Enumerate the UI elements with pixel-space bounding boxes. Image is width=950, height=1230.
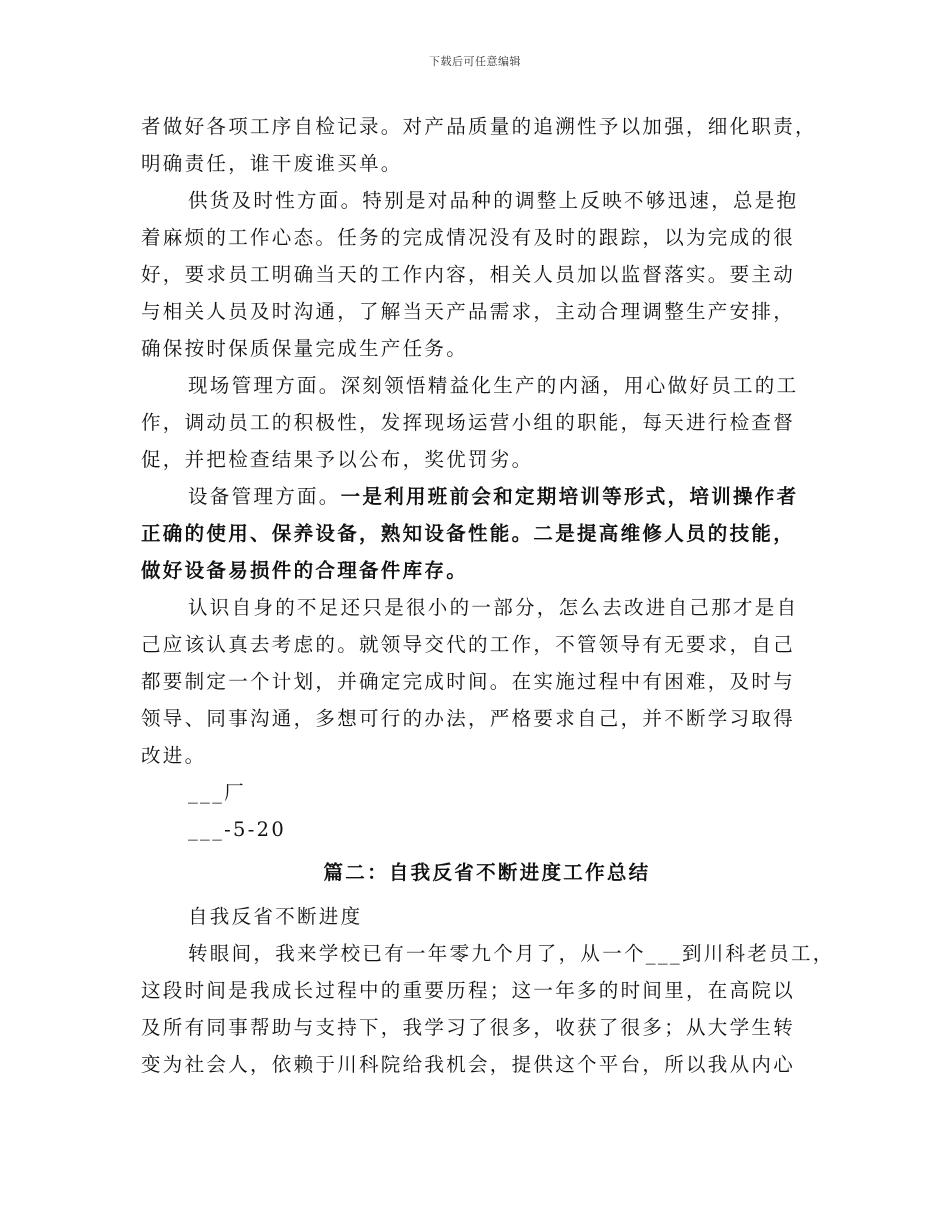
text-line: 促，并把检查结果予以公布，奖优罚劣。 <box>141 448 534 471</box>
text-line: 现场管理方面。深刻领悟精益化生产的内涵，用心做好员工的工 <box>188 374 799 397</box>
text-line: 转眼间，我来学校已有一年零九个月了，从一个___到川科老员工， <box>188 942 835 965</box>
text-line: 供货及时性方面。特别是对品种的调整上反映不够迅速，总是抱 <box>188 189 799 212</box>
text-line: 者做好各项工序自检记录。对产品质量的追溯性予以加强，细化职责， <box>141 115 817 138</box>
paragraph-supply <box>141 182 813 367</box>
text-line: 与相关人员及时沟通，了解当天产品需求，主动合理调整生产安排， <box>141 300 796 323</box>
text-line: 己应该认真去考虑的。就领导交代的工作，不管领导有无要求，自己 <box>141 633 796 656</box>
text-line: 确保按时保质保量完成生产任务。 <box>141 337 469 360</box>
page-header-note: 下载后可任意编辑 <box>429 55 521 68</box>
text-line: 改进。 <box>141 744 207 767</box>
equipment-lead: 设备管理方面。 <box>188 485 341 508</box>
paragraph-self-awareness <box>141 589 813 774</box>
text-line: 认识自身的不足还只是很小的一部分，怎么去改进自己那才是自 <box>188 596 799 619</box>
paragraph-site-management <box>141 367 813 478</box>
paragraph-intro <box>141 935 835 1083</box>
text-line: 作，调动员工的积极性，发挥现场运营小组的职能，每天进行检查督 <box>141 411 796 434</box>
section-subtitle: 自我反省不断进度 <box>188 905 363 928</box>
text-line <box>141 478 813 515</box>
section-title: 篇二：自我反省不断进度工作总结 <box>323 861 651 884</box>
text-line: 及所有同事帮助与支持下，我学习了很多，收获了很多；从大学生转 <box>141 1016 796 1039</box>
text-line: 好，要求员工明确当天的工作内容，相关人员加以监督落实。要主动 <box>141 263 796 286</box>
document-body <box>141 108 835 1083</box>
equipment-bold-text: 一是利用班前会和定期培训等形式，培训操作者 <box>340 485 799 508</box>
text-line: 正确的使用、保养设备，熟知设备性能。二是提高维修人员的技能， <box>141 522 796 545</box>
text-line: 都要制定一个计划，并确定完成时间。在实施过程中有困难，及时与 <box>141 670 796 693</box>
signature: ___厂 <box>188 781 246 804</box>
text-line: 领导、同事沟通，多想可行的办法，严格要求自己，并不断学习取得 <box>141 707 796 730</box>
text-line: 着麻烦的工作心态。任务的完成情况没有及时的跟踪，以为完成的很 <box>141 226 796 249</box>
text-line: 做好设备易损件的合理备件库存。 <box>141 559 469 582</box>
paragraph-quality <box>141 108 817 182</box>
paragraph-equipment <box>141 478 813 589</box>
text-line: 变为社会人，依赖于川科院给我机会，提供这个平台，所以我从内心 <box>141 1053 796 1076</box>
text-line: 明确责任，谁干废谁买单。 <box>141 152 403 175</box>
text-line: 这段时间是我成长过程中的重要历程；这一年多的时间里，在高院以 <box>141 979 796 1002</box>
signature-date: ___-5-20 <box>188 818 287 841</box>
